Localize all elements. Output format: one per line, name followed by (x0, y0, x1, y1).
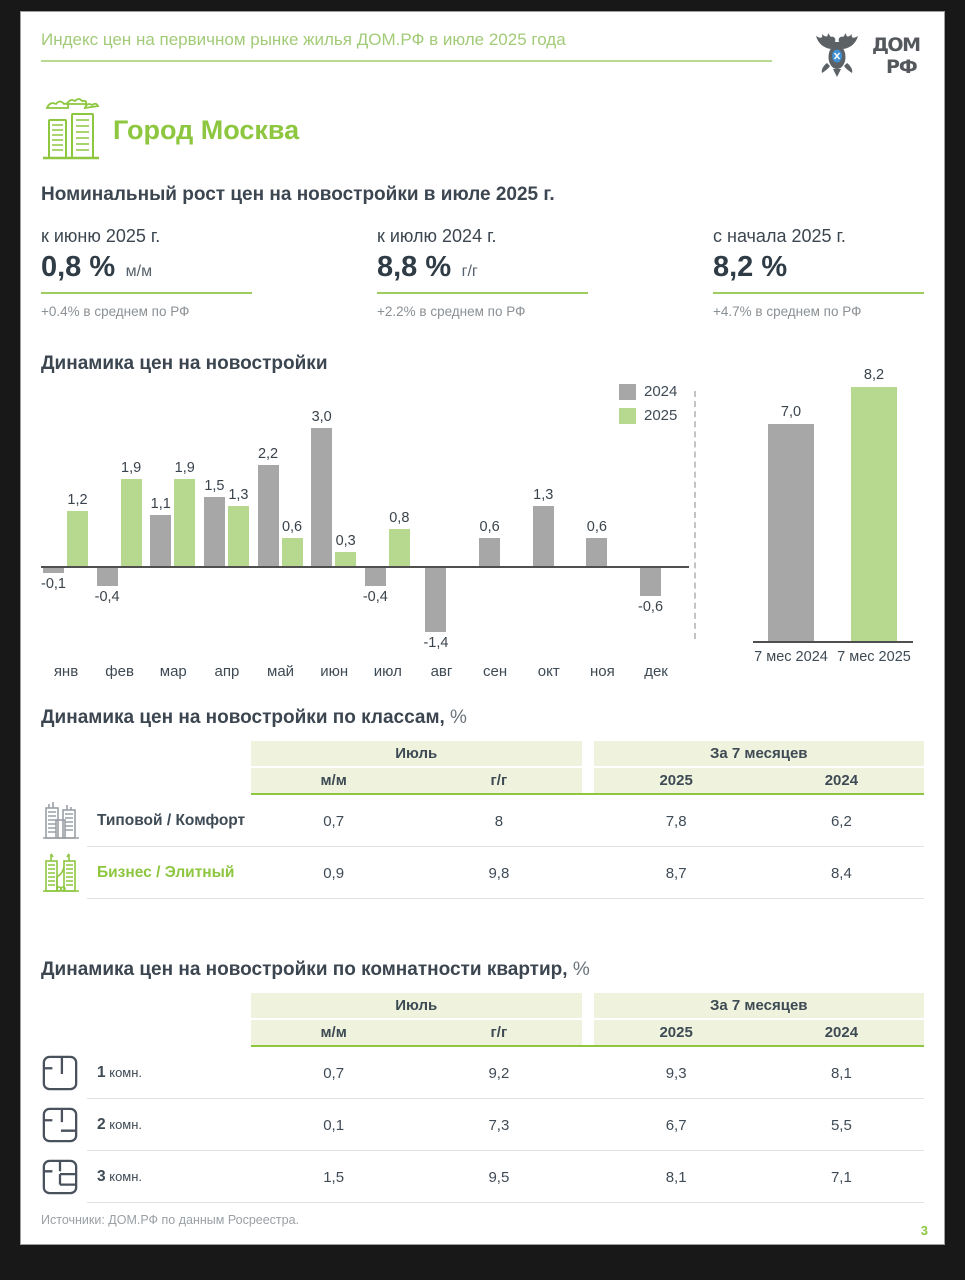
table-cell: 0,7 (323, 812, 345, 830)
city-title: Город Москва (113, 114, 300, 145)
header-title-block (41, 30, 772, 62)
city-buildings-icon (41, 98, 101, 162)
row-gap (582, 1169, 594, 1186)
stat-value: 8,8 % (377, 251, 452, 283)
table-columns-row (251, 768, 924, 793)
monthly-bar-chart (41, 381, 691, 689)
table-cell: 0,7 (323, 1064, 345, 1082)
chart-bar-2024 (479, 538, 500, 566)
chart-bar-2025 (228, 506, 249, 566)
logos (814, 30, 924, 80)
mini-category-label: 7 мес 2025 (837, 649, 911, 665)
table-header-gap (582, 993, 594, 1018)
classes-table-section (41, 707, 924, 899)
table-cell: 9,3 (665, 1064, 687, 1082)
table-group-row (251, 993, 924, 1018)
row-values (251, 1169, 924, 1186)
bar-value-label: -0,6 (638, 598, 664, 615)
row-label: Бизнес / Элитный (97, 864, 235, 881)
legend-swatch (619, 384, 636, 400)
row-value-pair (251, 1065, 582, 1082)
table-row (41, 795, 924, 847)
bar-value-label: 1,3 (533, 487, 554, 504)
bar-value-label: 1,5 (204, 478, 225, 494)
city-gray-icon (41, 800, 97, 842)
table-cell: 9,2 (488, 1064, 510, 1082)
sources-note: Источники: ДОМ.РФ по данным Росреестра. (41, 1213, 300, 1227)
rosreestr-emblem-icon (814, 31, 860, 79)
chart-bar-2024 (97, 568, 118, 586)
charts-row (41, 366, 924, 693)
table-column-header: м/м (320, 772, 347, 789)
cumulative-bar-label: 8,2 (863, 366, 885, 383)
month-label: июн (320, 663, 349, 680)
bar-value-label: 0,6 (281, 519, 303, 536)
table-column-pair (251, 768, 582, 793)
chart-bar-2024 (204, 497, 225, 566)
stat-note: +0.4% в среднем по РФ (41, 304, 190, 319)
row-gap (582, 813, 594, 830)
row-gap (582, 1117, 594, 1134)
stat-value: 0,8 % (41, 251, 116, 283)
bar-value-label: 0,6 (586, 519, 607, 536)
month-label: окт (537, 663, 560, 680)
table-column-header: 2024 (824, 772, 859, 789)
month-label: ноя (590, 663, 615, 680)
row-values (251, 813, 924, 830)
month-label: авг (430, 663, 453, 680)
table-header-gap (582, 741, 594, 766)
month-label: сен (483, 663, 508, 680)
table-column-header: 2025 (659, 772, 693, 789)
row-label: Типовой / Комфорт (97, 812, 246, 829)
row-gap (582, 1065, 594, 1082)
stat-yoy (377, 226, 588, 319)
legend-item (619, 383, 677, 400)
legend-label: 2025 (644, 407, 678, 424)
stat-value: 8,2 % (713, 251, 788, 283)
bar-value-label: 1,3 (228, 487, 249, 504)
row-value-pair (594, 1065, 925, 1082)
stat-mom (41, 226, 252, 319)
table-column-header: г/г (490, 1024, 508, 1041)
chart-bar-2024 (43, 568, 64, 573)
table-cell: 6,2 (830, 812, 852, 830)
legend-swatch (619, 408, 636, 424)
chart-bar-2024 (640, 568, 661, 596)
row-value-pair (594, 1117, 925, 1134)
row-values (251, 1117, 924, 1134)
table-column-header: м/м (320, 1024, 347, 1041)
month-label: мар (159, 663, 187, 680)
cumulative-bar (768, 424, 814, 641)
stats-row (41, 226, 924, 319)
chart-bar-2025 (121, 479, 142, 566)
month-label: май (267, 663, 295, 680)
table-header (251, 741, 924, 795)
bar-value-label: 2,2 (257, 445, 279, 462)
cumulative-bar-label: 7,0 (780, 404, 802, 420)
stat-note: +4.7% в среднем по РФ (713, 304, 862, 319)
table-row (41, 1151, 924, 1203)
bar-value-label: 1,1 (150, 496, 171, 513)
table-column-pair (594, 768, 925, 793)
bar-value-label: 0,6 (479, 519, 500, 536)
table-group-row (251, 741, 924, 766)
table-cell: 8,7 (665, 864, 687, 882)
table-group-cell: Июль (251, 741, 582, 766)
cumulative-bar (851, 387, 897, 641)
table-cell: 6,7 (665, 1116, 687, 1134)
table-header-gap (582, 768, 594, 793)
domrf-logo-line1: ДОМ (872, 34, 920, 56)
table-cell: 7,3 (488, 1116, 510, 1134)
table-row (41, 847, 924, 899)
bar-value-label: 1,9 (174, 459, 195, 476)
page-number: 3 (920, 1223, 928, 1238)
table-column-header: 2024 (824, 1024, 859, 1041)
classes-table (41, 741, 924, 899)
table-cell: 0,9 (323, 864, 345, 882)
table-row (41, 1099, 924, 1151)
bar-value-label: -1,4 (423, 635, 449, 652)
table-columns-row (251, 1020, 924, 1045)
stat-note: +2.2% в среднем по РФ (377, 304, 526, 319)
table-cell: 1,5 (323, 1168, 345, 1186)
legend-item (619, 407, 677, 424)
bar-value-label: 0,3 (335, 533, 356, 550)
stat-label: с начала 2025 г. (713, 226, 846, 246)
table-cell: 9,5 (488, 1168, 510, 1186)
table-cell: 8 (494, 812, 504, 830)
bar-value-label: 1,9 (121, 459, 142, 476)
month-label: июл (373, 663, 402, 680)
row-value-pair (251, 813, 582, 830)
table-column-pair (594, 1020, 925, 1045)
plan-1-icon (41, 1054, 97, 1092)
bar-value-label: 0,8 (389, 510, 410, 527)
chart-bar-2024 (533, 506, 554, 566)
stat-value-row (377, 251, 588, 294)
chart-bar-2024 (425, 568, 446, 632)
mini-chart-baseline (753, 641, 913, 643)
row-value-pair (251, 1169, 582, 1186)
row-value-pair (251, 1117, 582, 1134)
row-value-pair (594, 865, 925, 882)
table-group-cell: За 7 месяцев (594, 741, 925, 766)
table-group-cell: Июль (251, 993, 582, 1018)
table-cell: 7,8 (665, 812, 687, 830)
month-label: апр (214, 663, 240, 680)
month-label: дек (644, 663, 668, 680)
rooms-table-title-suffix: % (567, 959, 590, 980)
chart-bar-2024 (258, 465, 279, 566)
chart-divider (694, 391, 696, 639)
stat-label: к июню 2025 г. (41, 226, 161, 246)
table-group-cell: За 7 месяцев (594, 993, 925, 1018)
row-values (251, 1065, 924, 1082)
chart-bar-2025 (282, 538, 303, 566)
row-label: 1 комн. (97, 1064, 143, 1081)
plan-2-icon (41, 1106, 97, 1144)
chart-bar-2024 (365, 568, 386, 586)
chart-bar-2025 (335, 552, 356, 566)
table-column-header: 2025 (659, 1024, 693, 1041)
table-cell: 8,4 (830, 864, 852, 882)
city-green-icon (41, 851, 97, 895)
classes-table-title: Динамика цен на новостройки по классам, (41, 707, 445, 728)
bar-value-label: 1,2 (67, 491, 88, 508)
city-heading (41, 98, 924, 162)
bar-value-label: -0,1 (41, 575, 66, 592)
domrf-logo-line2: РФ (886, 56, 917, 78)
chart-title: Динамика цен на новостройки (41, 353, 328, 374)
month-label: фев (105, 663, 134, 680)
price-dynamics-section (41, 353, 924, 693)
row-values (251, 865, 924, 882)
legend-label: 2024 (644, 383, 678, 400)
table-row (41, 1047, 924, 1099)
row-label: 3 комн. (97, 1168, 143, 1185)
table-cell: 0,1 (323, 1116, 345, 1134)
chart-bar-2024 (586, 538, 607, 566)
row-gap (582, 865, 594, 882)
rooms-table-title: Динамика цен на новостройки по комнатности квартир, (41, 959, 568, 980)
chart-legend (619, 383, 677, 431)
stat-value-row (713, 251, 924, 294)
table-header (251, 993, 924, 1047)
rooms-table-section (41, 959, 924, 1203)
row-value-pair (594, 1169, 925, 1186)
stat-unit: г/г (461, 263, 478, 280)
table-cell: 9,8 (488, 864, 510, 882)
bar-value-label: -0,4 (94, 589, 120, 606)
row-value-pair (594, 813, 925, 830)
chart-bar-2025 (67, 511, 88, 566)
month-label: янв (53, 663, 79, 680)
row-value-pair (251, 865, 582, 882)
table-header-gap (582, 1020, 594, 1045)
classes-table-title-suffix: % (444, 707, 467, 728)
domrf-logo (870, 31, 924, 79)
stat-value-row (41, 251, 252, 294)
header-title: Индекс цен на первичном рынке жилья ДОМ.РФ в июле 2025 года (41, 30, 566, 49)
rooms-table (41, 993, 924, 1203)
table-cell: 8,1 (665, 1168, 687, 1186)
table-cell: 8,1 (830, 1064, 852, 1082)
bar-value-label: 3,0 (311, 409, 332, 425)
plan-3-icon (41, 1158, 97, 1196)
stat-label: к июлю 2024 г. (377, 226, 497, 246)
table-column-pair (251, 1020, 582, 1045)
chart-bar-2024 (150, 515, 171, 566)
cumulative-bar-chart (753, 366, 926, 689)
page-header (41, 12, 924, 80)
table-cell: 5,5 (830, 1116, 852, 1134)
stat-unit: м/м (125, 263, 153, 280)
nominal-section-title: Номинальный рост цен на новостройки в июле 2025 г. (41, 184, 555, 205)
stat-ytd (713, 226, 924, 319)
chart-bar-2025 (389, 529, 410, 566)
bar-value-label: -0,4 (362, 589, 388, 606)
row-label: 2 комн. (97, 1116, 143, 1133)
table-column-header: г/г (490, 772, 508, 789)
report-page (20, 11, 945, 1245)
table-cell: 7,1 (830, 1168, 852, 1186)
mini-category-label: 7 мес 2024 (754, 649, 828, 665)
